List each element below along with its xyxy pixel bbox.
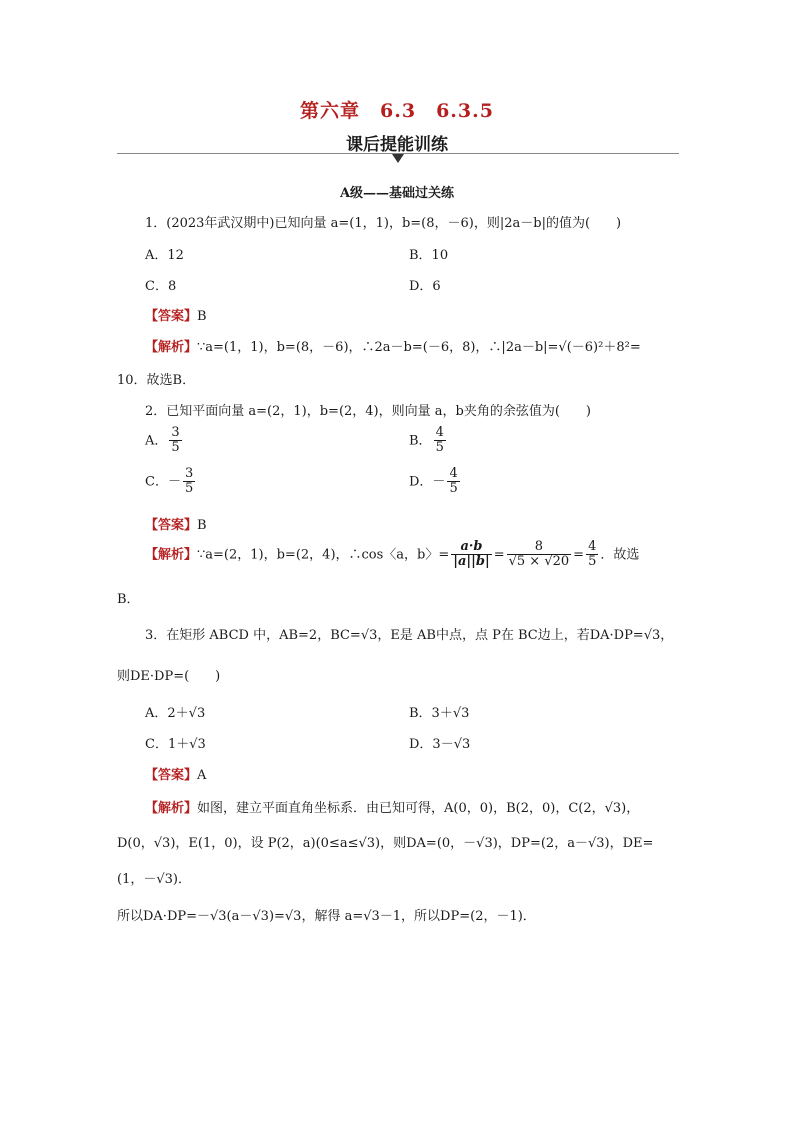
- q1-answer-value: B: [197, 309, 207, 324]
- analysis-tag: 【解析】: [145, 340, 198, 355]
- question-2-stem: 2．已知平面向量 a=(2，1)，b=(2，4)，则向量 a，b夹角的余弦值为( ): [145, 404, 591, 419]
- q2-option-d: [409, 467, 462, 497]
- q3-answer-value: A: [197, 768, 207, 783]
- question-3-stem-line1: 3．在矩形 ABCD 中，AB=2，BC=√3，E是 AB中点，点 P在 BC边上，若DA·DP=√3，: [145, 628, 674, 643]
- section-heading: A级——基础过关练: [339, 186, 455, 201]
- q1-option-b: B．10: [409, 248, 449, 263]
- triangle-marker-icon: [392, 154, 404, 163]
- fraction-numerator: 8: [507, 540, 572, 555]
- answer-tag: 【答案】: [145, 768, 198, 783]
- q2-option-d-prefix: D．－: [409, 474, 446, 490]
- answer-tag: 【答案】: [145, 309, 198, 324]
- q1-analysis-line2: 10．故选B．: [117, 373, 196, 388]
- q3-answer: [145, 764, 206, 783]
- page-subtitle: 课后提能训练: [346, 135, 448, 155]
- q2-option-c-fraction: [183, 467, 195, 497]
- q3-option-c: C．1＋√3: [145, 737, 206, 752]
- chapter-title: 第六章 6.3 6.3.5: [300, 100, 494, 122]
- fraction-numerator: 4: [588, 539, 597, 554]
- q2-option-a-fraction: [169, 426, 181, 456]
- q3-analysis: [145, 797, 639, 816]
- question-3-stem-line2: 则DE·DP=( ): [117, 669, 221, 684]
- q2-analysis-line2: B．: [117, 592, 140, 607]
- q2-analysis-part1: ∵a=(2，1)，b=(2，4)，∴cos〈a，b〉=: [197, 547, 450, 563]
- q1-answer: [145, 305, 207, 324]
- q2-analysis-fraction-1: [451, 540, 491, 570]
- q3-option-a: A．2＋√3: [145, 706, 206, 721]
- q1-analysis-line1: ∵a=(1，1)，b=(8，－6)，∴2a－b=(－6，8)，∴|2a－b|=√(－6)²＋8²=: [197, 340, 641, 355]
- q2-analysis: [145, 540, 639, 570]
- fraction-denominator: 5: [184, 481, 194, 497]
- answer-tag: 【答案】: [145, 518, 198, 533]
- fraction-denominator: 5: [435, 440, 444, 456]
- q2-answer-value: B: [197, 518, 207, 533]
- q2-option-a: [145, 426, 184, 456]
- q3-option-d: D．3－√3: [409, 737, 471, 752]
- question-1-stem: 1．(2023年武汉期中)已知向量 a=(1，1)，b=(8，－6)，则|2a－b|的值为( ): [145, 216, 622, 231]
- q2-option-b-fraction: [434, 426, 446, 456]
- analysis-tag: 【解析】: [145, 547, 198, 563]
- q3-analysis-line1: 如图，建立平面直角坐标系．由已知可得，A(0，0)，B(2，0)，C(2，√3)，: [197, 801, 640, 816]
- equals-sign: =: [493, 547, 505, 563]
- q2-analysis-end: ．故选: [600, 547, 640, 563]
- fraction-denominator: 5: [171, 440, 180, 456]
- equals-sign: =: [573, 547, 585, 563]
- fraction-numerator: 4: [449, 466, 458, 481]
- q1-analysis: [145, 336, 641, 355]
- q2-option-c: [145, 467, 197, 497]
- q1-option-a: A．12: [145, 248, 184, 263]
- q3-analysis-line4: 所以DA·DP=－√3(a－√3)=√3，解得 a=√3－1，所以DP=(2，－1)．: [117, 909, 536, 924]
- fraction-denominator: √5 × √20: [508, 554, 570, 570]
- q1-option-c: C．8: [145, 279, 177, 294]
- fraction-numerator: 3: [171, 425, 180, 440]
- q2-analysis-fraction-3: [586, 540, 598, 570]
- q3-option-b: B．3＋√3: [409, 706, 470, 721]
- q2-answer: [145, 514, 207, 533]
- fraction-numerator: a·b: [451, 540, 491, 555]
- q2-option-a-prefix: A．: [145, 433, 168, 449]
- q3-analysis-line2: D(0，√3)，E(1，0)，设 P(2，a)(0≤a≤√3)，则DA=(0，－√3)，DP=(2，a－√3)，DE=: [117, 836, 654, 851]
- q3-analysis-line3: (1，－√3)．: [117, 872, 191, 887]
- q1-option-d: D．6: [409, 279, 441, 294]
- q2-option-d-fraction: [447, 467, 459, 497]
- fraction-numerator: 3: [184, 466, 194, 481]
- analysis-tag: 【解析】: [145, 801, 198, 816]
- q2-analysis-fraction-2: [507, 540, 572, 570]
- fraction-denominator: |a||b|: [453, 554, 490, 570]
- q2-option-b-prefix: B．: [409, 433, 432, 449]
- q2-option-b: [409, 426, 448, 456]
- q2-option-c-prefix: C．－: [145, 474, 181, 490]
- fraction-denominator: 5: [449, 481, 458, 497]
- fraction-denominator: 5: [588, 554, 597, 570]
- fraction-numerator: 4: [435, 425, 444, 440]
